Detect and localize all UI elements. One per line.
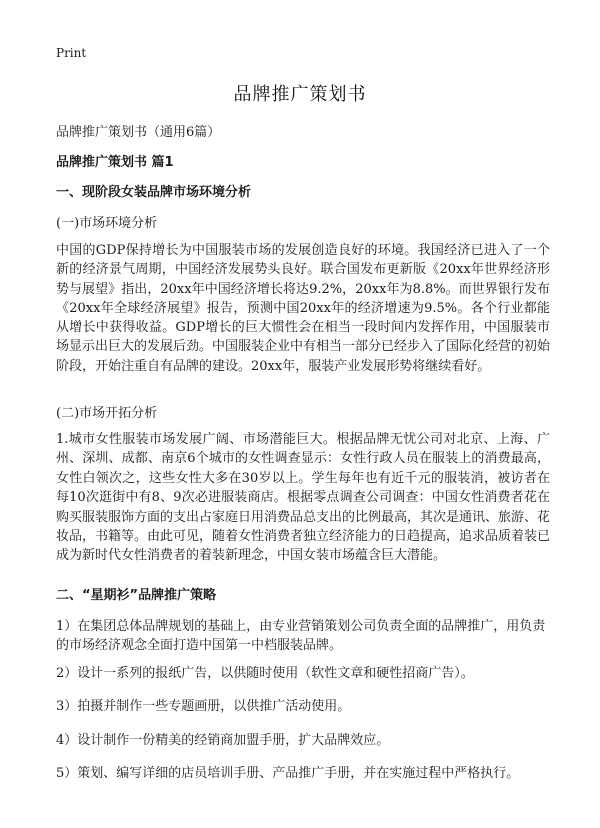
list-item: 3）拍摄并制作一些专题画册，以供推广活动使用。	[56, 699, 351, 714]
paragraph-market-expansion: 1.城市女性服装市场发展广阔、市场潜能巨大。根据品牌无忧公司对北京、上海、广州、深圳、成都、南京6个城市的女性调查显示：女性行政人员在服装上的消费最高，女性白领次之，这些女性大多在30岁以上。学生每年也有近千元的服装消，被访者在每10次逛街中有8、9次必进服装商店。根据零点调查公司调查：中国女性消费者花在购买服装服饰方面的支出占家庭日用消费品总支出的比例最高，其次是通讯、旅游、花妆品，书籍等。由此可见，随着女性消费者独立经济能力的日趋提高，追求品质着装已成为新时代女性消费者的着装新理念，中国女装市场蕴含巨大潜能。	[56, 432, 551, 564]
list-item: 2）设计一系列的报纸广告，以供随时使用（软性文章和硬性招商广告）。	[56, 666, 474, 681]
list-item: 4）设计制作一份精美的经销商加盟手册，扩大品牌效应。	[56, 733, 390, 748]
print-link[interactable]: Print	[56, 46, 87, 60]
section-heading-2: 二、“星期衫”品牌推广策略	[56, 588, 217, 603]
list-item: 1）在集团总体品牌规划的基础上，由专业营销策划公司负责全面的品牌推广，用负责的市场经济观念全面打造中国第一中档服装品牌。	[56, 619, 546, 654]
list-item: 5）策划、编写详细的店员培训手册、产品推广手册，并在实施过程中严格执行。	[56, 766, 520, 781]
section-heading-1: 一、现阶段女装品牌市场环境分析	[56, 185, 252, 200]
subsection-heading-market-expansion: (二)市场开拓分析	[56, 406, 158, 421]
subsection-heading-market-environment: (一)市场环境分析	[56, 216, 158, 231]
document-subtitle: 品牌推广策划书（通用6篇）	[56, 125, 221, 140]
paragraph-market-environment: 中国的GDP保持增长为中国服装市场的发展创造良好的环境。我国经济已进入了一个新的经济景气周期，中国经济发展势头良好。联合国发布更新版《20xx年世界经济形势与展望》指出，20xx年中国经济增长将达9.2%，20xx年为8.8%。而世界银行发布《20xx年全球经济展望》报告，预测中国20xx年的经济增速为9.5%。各个行业都能从增长中获得收益。GDP增长的巨大惯性会在相当一段时间内发挥作用，中国服装市场显示出巨大的发展后劲。中国服装企业中有相当一部分已经步入了国际化经营的初始阶段，开始注重自有品牌的建设。20xx年，服装产业发展形势将继续看好。	[56, 243, 551, 374]
page-title: 品牌推广策划书	[233, 84, 367, 105]
piece-heading: 品牌推广策划书 篇1	[56, 155, 174, 170]
